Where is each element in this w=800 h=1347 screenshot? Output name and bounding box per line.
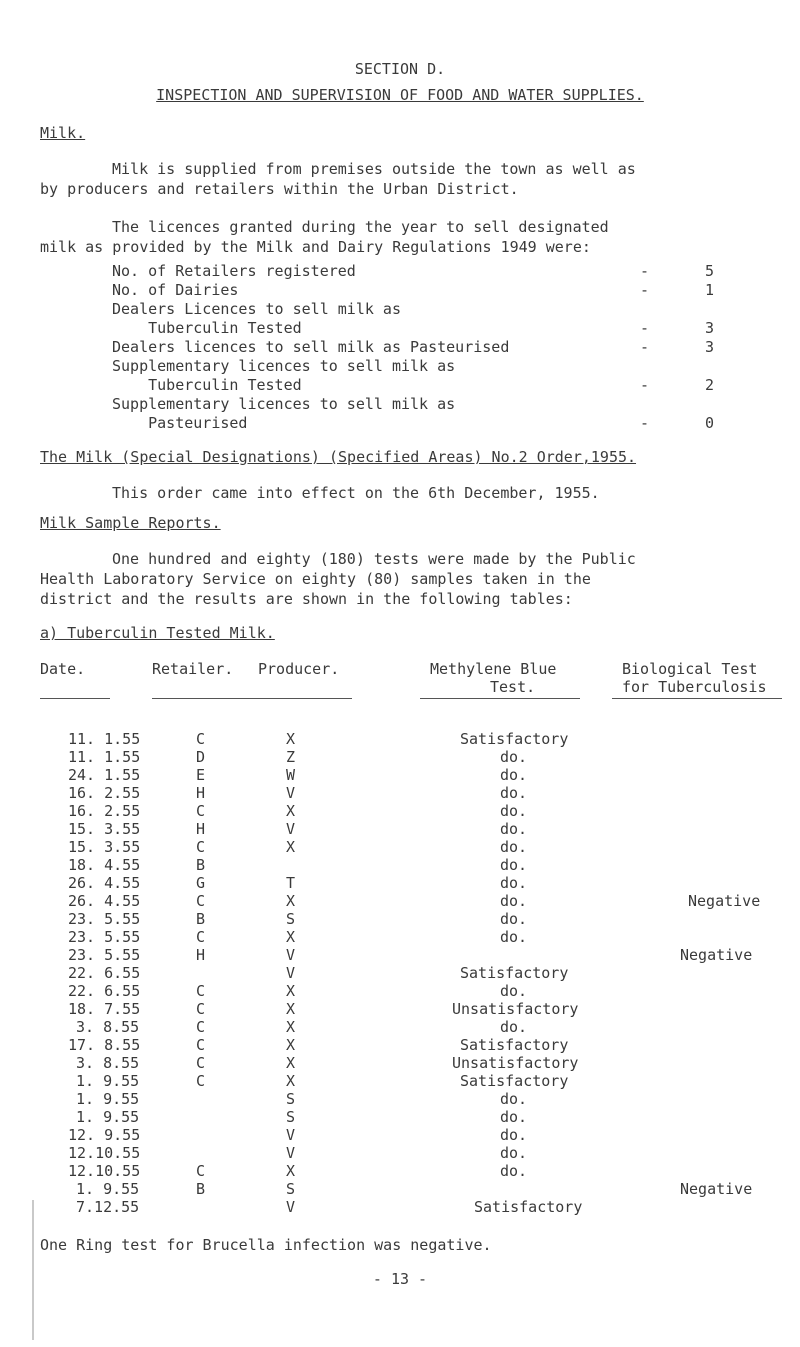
cell-producer: S <box>286 1180 296 1198</box>
paragraph-line: district and the results are shown in the following tables: <box>40 590 573 608</box>
licence-value: 0 <box>705 414 715 432</box>
page-number: - 13 - <box>372 1270 428 1288</box>
licence-label: Tuberculin Tested <box>112 319 302 337</box>
cell-methylene: do. <box>500 1126 528 1144</box>
cell-producer: V <box>286 820 296 838</box>
cell-date: 3. 8.55 <box>76 1054 140 1072</box>
cell-producer: V <box>286 1126 296 1144</box>
cell-producer: X <box>286 928 296 946</box>
cell-biological: Negative <box>680 946 753 964</box>
licence-dash: - <box>640 338 650 356</box>
cell-methylene: do. <box>500 1144 528 1162</box>
cell-methylene: do. <box>500 820 528 838</box>
cell-methylene: do. <box>500 1108 528 1126</box>
cell-methylene: do. <box>500 838 528 856</box>
cell-date: 12. 9.55 <box>68 1126 141 1144</box>
cell-date: 17. 8.55 <box>68 1036 141 1054</box>
cell-producer: V <box>286 1198 296 1216</box>
cell-retailer: B <box>196 910 206 928</box>
cell-methylene: Satisfactory <box>460 1072 569 1090</box>
cell-retailer: G <box>196 874 206 892</box>
cell-producer: W <box>286 766 296 784</box>
licence-dash: - <box>640 281 650 299</box>
table-row <box>0 1198 800 1220</box>
cell-retailer: C <box>196 802 206 820</box>
cell-methylene: do. <box>500 874 528 892</box>
licence-label: No. of Retailers registered <box>112 262 356 280</box>
licence-label: Dealers licences to sell milk as Pasteurised <box>112 338 510 356</box>
cell-retailer: C <box>196 1018 206 1036</box>
cell-date: 22. 6.55 <box>68 964 141 982</box>
cell-producer: X <box>286 892 296 910</box>
cell-producer: X <box>286 730 296 748</box>
header-rule <box>152 698 352 699</box>
cell-producer: S <box>286 1108 296 1126</box>
cell-retailer: B <box>196 1180 206 1198</box>
order-text: This order came into effect on the 6th December, 1955. <box>112 484 600 502</box>
cell-date: 26. 4.55 <box>68 892 141 910</box>
column-header-retailer: Retailer. <box>152 660 234 678</box>
cell-biological: Negative <box>688 892 761 910</box>
cell-date: 12.10.55 <box>68 1144 141 1162</box>
cell-date: 16. 2.55 <box>68 802 141 820</box>
licence-value: 1 <box>705 281 715 299</box>
cell-date: 23. 5.55 <box>68 910 141 928</box>
cell-producer: X <box>286 1054 296 1072</box>
cell-date: 23. 5.55 <box>68 928 141 946</box>
cell-date: 1. 9.55 <box>76 1090 140 1108</box>
cell-methylene: do. <box>500 892 528 910</box>
cell-producer: X <box>286 1162 296 1180</box>
paragraph-line: One hundred and eighty (180) tests were made by the Public <box>112 550 636 568</box>
licence-value: 3 <box>705 338 715 356</box>
licence-dash: - <box>640 414 650 432</box>
cell-date: 7.12.55 <box>76 1198 140 1216</box>
cell-retailer: H <box>196 946 206 964</box>
cell-date: 3. 8.55 <box>76 1018 140 1036</box>
cell-producer: Z <box>286 748 296 766</box>
cell-date: 15. 3.55 <box>68 838 141 856</box>
paragraph-line: Health Laboratory Service on eighty (80) samples taken in the <box>40 570 591 588</box>
licence-label: Supplementary licences to sell milk as <box>112 395 456 413</box>
cell-date: 22. 6.55 <box>68 982 141 1000</box>
licence-label: No. of Dairies <box>112 281 239 299</box>
cell-producer: X <box>286 1036 296 1054</box>
cell-date: 24. 1.55 <box>68 766 141 784</box>
cell-methylene: do. <box>500 748 528 766</box>
cell-date: 1. 9.55 <box>76 1108 140 1126</box>
cell-methylene: Unsatisfactory <box>452 1000 579 1018</box>
cell-retailer: C <box>196 1162 206 1180</box>
licence-value: 2 <box>705 376 715 394</box>
cell-retailer: C <box>196 928 206 946</box>
licence-label: Supplementary licences to sell milk as <box>112 357 456 375</box>
licence-value: 5 <box>705 262 715 280</box>
cell-methylene: do. <box>500 1090 528 1108</box>
cell-producer: X <box>286 838 296 856</box>
cell-date: 1. 9.55 <box>76 1072 140 1090</box>
milk-heading: Milk. <box>40 124 86 142</box>
paragraph-line: by producers and retailers within the Urban District. <box>40 180 519 198</box>
column-header-date: Date. <box>40 660 86 678</box>
cell-retailer: B <box>196 856 206 874</box>
cell-methylene: Satisfactory <box>460 1036 569 1054</box>
cell-date: 12.10.55 <box>68 1162 141 1180</box>
licence-row <box>0 414 800 436</box>
cell-retailer: C <box>196 1036 206 1054</box>
cell-retailer: C <box>196 1054 206 1072</box>
cell-retailer: C <box>196 982 206 1000</box>
cell-producer: S <box>286 910 296 928</box>
cell-methylene: do. <box>500 910 528 928</box>
paragraph-line: milk as provided by the Milk and Dairy Regulations 1949 were: <box>40 238 591 256</box>
header-rule <box>612 698 782 699</box>
cell-methylene: do. <box>500 928 528 946</box>
cell-retailer: E <box>196 766 206 784</box>
column-header-methylene: Methylene Blue <box>430 660 557 678</box>
cell-methylene: Satisfactory <box>474 1198 583 1216</box>
table-heading: a) Tuberculin Tested Milk. <box>40 624 275 642</box>
cell-methylene: Unsatisfactory <box>452 1054 579 1072</box>
scan-mark <box>32 1200 34 1340</box>
licence-label: Dealers Licences to sell milk as <box>112 300 401 318</box>
cell-methylene: do. <box>500 802 528 820</box>
cell-producer: V <box>286 1144 296 1162</box>
sample-reports-heading: Milk Sample Reports. <box>40 514 221 532</box>
cell-date: 1. 9.55 <box>76 1180 140 1198</box>
cell-methylene: do. <box>500 982 528 1000</box>
cell-retailer: H <box>196 820 206 838</box>
licence-dash: - <box>640 376 650 394</box>
cell-methylene: do. <box>500 766 528 784</box>
licence-value: 3 <box>705 319 715 337</box>
cell-date: 16. 2.55 <box>68 784 141 802</box>
cell-methylene: Satisfactory <box>460 730 569 748</box>
cell-producer: V <box>286 964 296 982</box>
cell-producer: X <box>286 982 296 1000</box>
order-title: The Milk (Special Designations) (Specified Areas) No.2 Order,1955. <box>40 448 637 466</box>
cell-retailer: D <box>196 748 206 766</box>
cell-date: 18. 7.55 <box>68 1000 141 1018</box>
column-header-bio: Biological Test <box>622 660 758 678</box>
cell-biological: Negative <box>680 1180 753 1198</box>
cell-date: 18. 4.55 <box>68 856 141 874</box>
cell-producer: V <box>286 946 296 964</box>
cell-producer: V <box>286 784 296 802</box>
cell-producer: X <box>286 1072 296 1090</box>
cell-producer: S <box>286 1090 296 1108</box>
paragraph-line: Milk is supplied from premises outside the town as well as <box>112 160 636 178</box>
header-rule <box>420 698 580 699</box>
cell-retailer: H <box>196 784 206 802</box>
cell-date: 11. 1.55 <box>68 748 141 766</box>
cell-date: 26. 4.55 <box>68 874 141 892</box>
licence-label: Pasteurised <box>112 414 248 432</box>
cell-retailer: C <box>196 838 206 856</box>
column-header-producer: Producer. <box>258 660 340 678</box>
cell-producer: X <box>286 1000 296 1018</box>
column-header-methylene-sub: Test. <box>490 678 536 696</box>
header-rule <box>40 698 110 699</box>
cell-date: 23. 5.55 <box>68 946 141 964</box>
cell-methylene: Satisfactory <box>460 964 569 982</box>
cell-retailer: C <box>196 892 206 910</box>
cell-retailer: C <box>196 730 206 748</box>
column-header-bio-sub: for Tuberculosis <box>622 678 767 696</box>
cell-methylene: do. <box>500 784 528 802</box>
cell-methylene: do. <box>500 856 528 874</box>
licence-dash: - <box>640 262 650 280</box>
page-title: INSPECTION AND SUPERVISION OF FOOD AND WATER SUPPLIES. <box>156 86 644 104</box>
cell-date: 15. 3.55 <box>68 820 141 838</box>
cell-retailer: C <box>196 1072 206 1090</box>
footer-note: One Ring test for Brucella infection was negative. <box>40 1236 492 1254</box>
licence-dash: - <box>640 319 650 337</box>
cell-producer: X <box>286 1018 296 1036</box>
cell-date: 11. 1.55 <box>68 730 141 748</box>
cell-producer: X <box>286 802 296 820</box>
cell-methylene: do. <box>500 1018 528 1036</box>
cell-retailer: C <box>196 1000 206 1018</box>
cell-producer: T <box>286 874 296 892</box>
section-title: SECTION D. <box>354 60 446 78</box>
paragraph-line: The licences granted during the year to sell designated <box>112 218 609 236</box>
licence-label: Tuberculin Tested <box>112 376 302 394</box>
cell-methylene: do. <box>500 1162 528 1180</box>
